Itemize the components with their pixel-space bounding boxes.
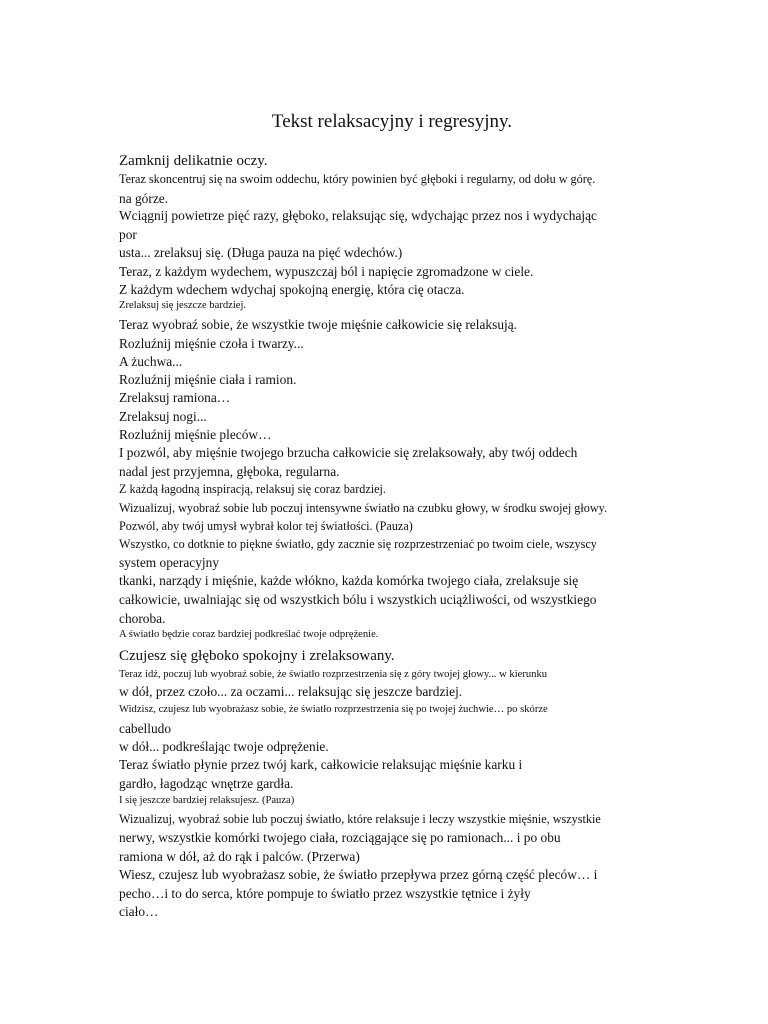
text-line: Z każdą łagodną inspiracją, relaksuj się coraz bardziej. bbox=[119, 482, 386, 496]
document-title: Tekst relaksacyjny i regresyjny. bbox=[271, 111, 513, 132]
text-line: w dół, przez czoło... za oczami... relaksując się jeszcze bardziej. bbox=[119, 684, 463, 699]
text-line: Widzisz, czujesz lub wyobrażasz sobie, że światło rozprzestrzenia się po twojej żuchwie… po skórze bbox=[119, 704, 548, 715]
text-line: I się jeszcze bardziej relaksujesz. (Pauza) bbox=[119, 795, 295, 806]
text-line: Zrelaksuj się jeszcze bardziej. bbox=[119, 300, 247, 311]
text-line: Wizualizuj, wyobraź sobie lub poczuj światło, które relaksuje i leczy wszystkie mięśnie, wszystkie bbox=[119, 812, 601, 826]
text-line: ramiona w dół, aż do rąk i palców. (Przerwa) bbox=[119, 849, 360, 864]
text-line: pecho…i to do serca, które pompuje to światło przez wszystkie tętnice i żyły bbox=[119, 886, 531, 901]
text-line: na górze. bbox=[119, 191, 169, 206]
text-line: Teraz skoncentruj się na swoim oddechu, który powinien być głęboki i regularny, od dołu w górę. bbox=[119, 172, 596, 186]
text-line: całkowicie, uwalniając się od wszystkich bólu i wszystkich uciążliwości, od wszystkiego bbox=[119, 592, 597, 607]
text-line: nerwy, wszystkie komórki twojego ciała, rozciągające się po ramionach... i po obu bbox=[119, 830, 561, 845]
text-line: cabelludo bbox=[119, 721, 172, 736]
text-line: system operacyjny bbox=[119, 555, 220, 570]
text-line: gardło, łagodząc wnętrze gardła. bbox=[119, 776, 294, 791]
text-line: nadal jest przyjemna, głęboka, regularna. bbox=[119, 464, 340, 479]
text-line: ciało… bbox=[119, 904, 159, 919]
text-line: Rozluźnij mięśnie pleców… bbox=[119, 427, 272, 442]
text-line: Teraz idź, poczuj lub wyobraź sobie, że światło rozprzestrzenia się z góry twojej głowy... w kierunku bbox=[119, 669, 548, 680]
text-line: Teraz światło płynie przez twój kark, całkowicie relaksując mięśnie karku i bbox=[119, 757, 523, 772]
text-line: por bbox=[119, 227, 137, 242]
text-line: Zrelaksuj ramiona… bbox=[119, 390, 231, 405]
text-line: Zamknij delikatnie oczy. bbox=[119, 153, 268, 169]
text-line: Wciągnij powietrze pięć razy, głęboko, relaksując się, wdychając przez nos i wydychając bbox=[119, 208, 598, 223]
text-line: A żuchwa... bbox=[119, 354, 183, 369]
text-line: Teraz, z każdym wydechem, wypuszczaj ból i napięcie zgromadzone w ciele. bbox=[119, 264, 534, 279]
text-line: Wszystko, co dotknie to piękne światło, gdy zacznie się rozprzestrzeniać po twoim ciele, wszyscy bbox=[119, 537, 597, 551]
text-line: Pozwól, aby twój umysł wybrał kolor tej światłości. (Pauza) bbox=[119, 519, 413, 533]
text-line: choroba. bbox=[119, 611, 166, 626]
text-line: I pozwól, aby mięśnie twojego brzucha całkowicie się zrelaksowały, aby twój oddech bbox=[119, 445, 578, 460]
text-line: usta... zrelaksuj się. (Długa pauza na pięć wdechów.) bbox=[119, 245, 403, 260]
text-line: Teraz wyobraź sobie, że wszystkie twoje mięśnie całkowicie się relaksują. bbox=[119, 317, 518, 332]
text-line: Z każdym wdechem wdychaj spokojną energię, która cię otacza. bbox=[119, 282, 465, 297]
text-line: A światło będzie coraz bardziej podkreślać twoje odprężenie. bbox=[119, 629, 379, 640]
text-line: Czujesz się głęboko spokojny i zrelaksowany. bbox=[119, 648, 395, 664]
text-line: Rozluźnij mięśnie czoła i twarzy... bbox=[119, 336, 304, 351]
text-line: Wizualizuj, wyobraź sobie lub poczuj intensywne światło na czubku głowy, w środku swojej głowy. bbox=[119, 501, 608, 515]
text-line: Zrelaksuj nogi... bbox=[119, 409, 207, 424]
text-line: Wiesz, czujesz lub wyobrażasz sobie, że światło przepływa przez górną część pleców… i bbox=[119, 867, 598, 882]
text-line: Rozluźnij mięśnie ciała i ramion. bbox=[119, 372, 297, 387]
text-line: w dół... podkreślając twoje odprężenie. bbox=[119, 739, 329, 754]
text-line: tkanki, narządy i mięśnie, każde włókno, każda komórka twojego ciała, zrelaksuje się bbox=[119, 573, 579, 588]
